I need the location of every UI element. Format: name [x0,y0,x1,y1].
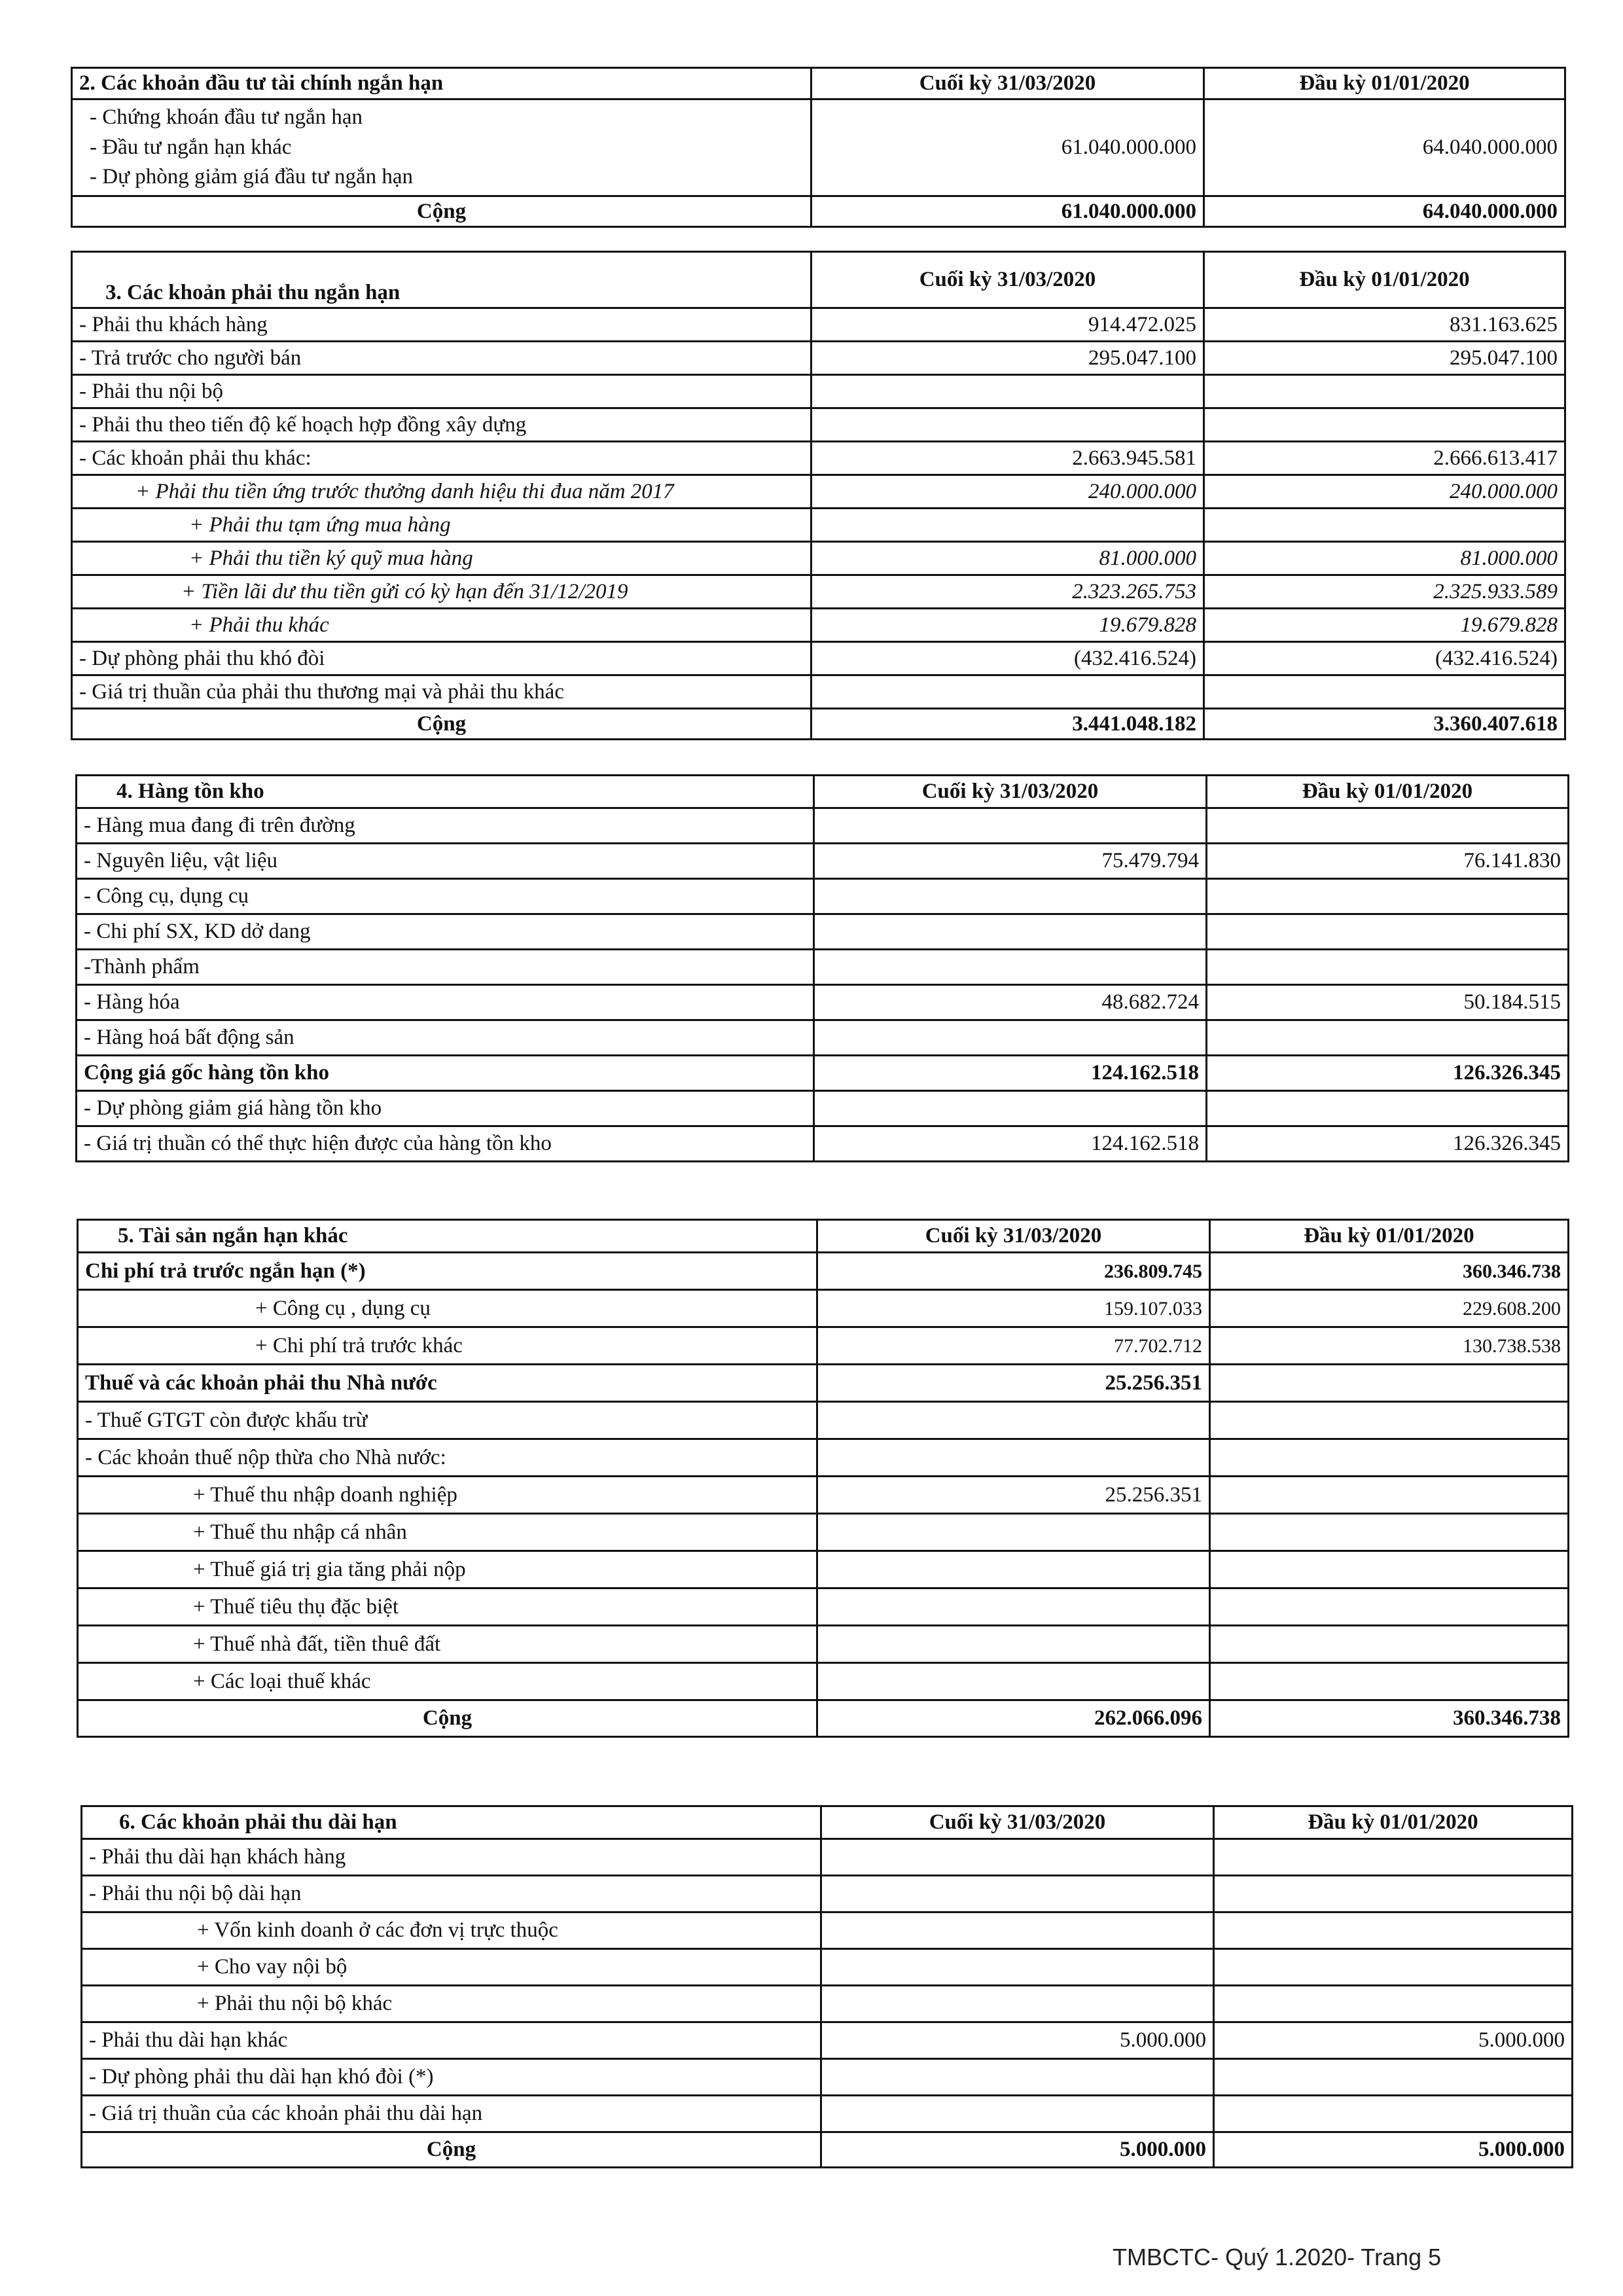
value-end [817,1588,1210,1626]
total-start: 64.040.000.000 [1204,196,1565,226]
value-start: 126.326.345 [1207,1126,1569,1162]
value-start [1210,1439,1569,1477]
value-start [1214,1839,1573,1876]
value-end [814,1091,1207,1126]
value-start: 2.325.933.589 [1204,575,1565,609]
value-start [1204,408,1565,442]
value-end: 61.040.000.000 [812,99,1204,196]
col-end-header: Cuối kỳ 31/03/2020 [814,776,1207,808]
row-label: - Hàng mua đang đi trên đường [77,808,814,844]
value-start: 240.000.000 [1204,475,1565,509]
row-label: + Thuế thu nhập cá nhân [78,1514,817,1551]
value-start: 5.000.000 [1214,2022,1573,2059]
value-end: 77.702.712 [817,1327,1210,1365]
row-label: - Hàng hoá bất động sản [77,1020,814,1056]
row-label: - Trả trước cho người bán [72,342,812,375]
row-label: + Phải thu tiền ký quỹ mua hàng [72,542,812,575]
value-end [814,1020,1207,1056]
value-start [1214,2096,1573,2132]
value-start [1210,1477,1569,1514]
value-end: 159.107.033 [817,1290,1210,1327]
table-title: 2. Các khoản đầu tư tài chính ngắn hạn [72,68,812,99]
value-end: 19.679.828 [812,609,1204,642]
value-start [1210,1588,1569,1626]
value-end [814,950,1207,985]
value-end: 25.256.351 [817,1365,1210,1402]
value-start [1207,950,1569,985]
value-end: 236.809.745 [817,1253,1210,1290]
row-label: + Phải thu tạm ứng mua hàng [72,509,812,542]
value-end [817,1439,1210,1477]
value-end: 124.162.518 [814,1126,1207,1162]
value-end: 124.162.518 [814,1056,1207,1091]
table-long-term-receivables [80,1805,1573,2168]
total-end: 262.066.096 [817,1700,1210,1737]
item-label: - Chứng khoán đầu tư ngắn hạn [90,105,363,129]
col-start-header: Đầu kỳ 01/01/2020 [1214,1806,1573,1839]
value-end: 25.256.351 [817,1477,1210,1514]
row-label: + Thuế nhà đất, tiền thuê đất [78,1626,817,1663]
col-start-header: Đầu kỳ 01/01/2020 [1204,252,1565,308]
total-start: 360.346.738 [1210,1700,1569,1737]
row-label: - Phải thu nội bộ dài hạn [82,1876,821,1912]
value-end: 5.000.000 [821,2022,1214,2059]
value-end [817,1402,1210,1439]
value-start [1210,1663,1569,1700]
row-label: + Chi phí trả trước khác [78,1327,817,1365]
row-label: + Thuế thu nhập doanh nghiệp [78,1477,817,1514]
total-label: Cộng [78,1700,817,1737]
col-end-header: Cuối kỳ 31/03/2020 [812,68,1204,99]
value-start [1207,808,1569,844]
value-end [817,1626,1210,1663]
value-end: 81.000.000 [812,542,1204,575]
row-label: + Phải thu tiền ứng trước thưởng danh hiệu thi đua năm 2017 [72,475,812,509]
total-start: 5.000.000 [1214,2132,1573,2168]
row-label: - Dự phòng phải thu khó đòi [72,642,812,675]
row-label: + Vốn kinh doanh ở các đơn vị trực thuộc [82,1912,821,1949]
value-start: 360.346.738 [1210,1253,1569,1290]
row-label: + Phải thu nội bộ khác [82,1986,821,2022]
col-end-header: Cuối kỳ 31/03/2020 [817,1220,1210,1253]
col-end-header: Cuối kỳ 31/03/2020 [821,1806,1214,1839]
value-start [1214,1949,1573,1986]
value-start [1204,675,1565,709]
value-end [821,2096,1214,2132]
row-label: - Hàng hóa [77,985,814,1020]
row-label: - Thuế GTGT còn được khấu trừ [78,1402,817,1439]
row-label: - Phải thu dài hạn khách hàng [82,1839,821,1876]
value-start [1207,879,1569,914]
row-label: - Nguyên liệu, vật liệu [77,844,814,879]
value-start [1214,1912,1573,1949]
value-end: 2.323.265.753 [812,575,1204,609]
value-end [812,509,1204,542]
value-start [1210,1626,1569,1663]
value-start: 130.738.538 [1210,1327,1569,1365]
row-label: + Công cụ , dụng cụ [78,1290,817,1327]
table-title: 3. Các khoản phải thu ngắn hạn [72,252,812,308]
value-end: 48.682.724 [814,985,1207,1020]
total-end: 61.040.000.000 [812,196,1204,226]
item-label: - Đầu tư ngắn hạn khác [90,135,292,159]
row-label: - Phải thu nội bộ [72,375,812,408]
value-end: 295.047.100 [812,342,1204,375]
table-other-short-term-assets [77,1219,1569,1738]
value-end [814,808,1207,844]
value-end [817,1514,1210,1551]
page-footer: TMBCTC- Quý 1.2020- Trang 5 [1113,2244,1442,2270]
value-start [1204,509,1565,542]
value-end [821,1876,1214,1912]
col-start-header: Đầu kỳ 01/01/2020 [1204,68,1565,99]
value-end [821,2059,1214,2096]
row-label: - Phải thu khách hàng [72,308,812,342]
col-start-header: Đầu kỳ 01/01/2020 [1207,776,1569,808]
value-end [821,1912,1214,1949]
table-title: 5. Tài sản ngắn hạn khác [78,1220,817,1253]
value-start: (432.416.524) [1204,642,1565,675]
value-start [1214,1986,1573,2022]
value-start: 831.163.625 [1204,308,1565,342]
value-end: 914.472.025 [812,308,1204,342]
value-end: (432.416.524) [812,642,1204,675]
row-label: - Phải thu dài hạn khác [82,2022,821,2059]
row-label: + Các loại thuế khác [78,1663,817,1700]
row-label: - Giá trị thuần có thể thực hiện được của hàng tồn kho [77,1126,814,1162]
row-label: + Cho vay nội bộ [82,1949,821,1986]
value-start [1210,1402,1569,1439]
value-end [821,1986,1214,2022]
value-start [1207,1020,1569,1056]
row-label: - Giá trị thuần của các khoản phải thu dài hạn [82,2096,821,2132]
row-label: - Các khoản phải thu khác: [72,442,812,475]
value-end [814,914,1207,950]
value-start [1210,1365,1569,1402]
value-start [1207,1091,1569,1126]
value-start [1214,1876,1573,1912]
total-end: 5.000.000 [821,2132,1214,2168]
total-start: 3.360.407.618 [1204,709,1565,740]
item-label: - Dự phòng giảm giá đầu tư ngắn hạn [90,165,414,189]
row-label: - Công cụ, dụng cụ [77,879,814,914]
row-label: + Thuế giá trị gia tăng phải nộp [78,1551,817,1588]
value-end [817,1663,1210,1700]
value-start: 2.666.613.417 [1204,442,1565,475]
row-label: - Giá trị thuần của phải thu thương mại và phải thu khác [72,675,812,709]
value-start: 81.000.000 [1204,542,1565,575]
row-label: Cộng giá gốc hàng tồn kho [77,1056,814,1091]
value-start: 126.326.345 [1207,1056,1569,1091]
value-start [1204,375,1565,408]
item-list [72,99,812,196]
value-start [1210,1514,1569,1551]
value-start [1207,914,1569,950]
value-end [812,675,1204,709]
value-end: 240.000.000 [812,475,1204,509]
row-label: + Tiền lãi dư thu tiền gửi có kỳ hạn đến 31/12/2019 [72,575,812,609]
value-start: 295.047.100 [1204,342,1565,375]
row-label: - Chi phí SX, KD dở dang [77,914,814,950]
value-end [817,1551,1210,1588]
table-inventory [75,774,1569,1162]
table-title: 6. Các khoản phải thu dài hạn [82,1806,821,1839]
table-title: 4. Hàng tồn kho [77,776,814,808]
value-start: 76.141.830 [1207,844,1569,879]
col-end-header: Cuối kỳ 31/03/2020 [812,252,1204,308]
value-start [1214,2059,1573,2096]
row-label: -Thành phẩm [77,950,814,985]
row-label: Chi phí trả trước ngắn hạn (*) [78,1253,817,1290]
value-start [1210,1551,1569,1588]
total-label: Cộng [72,709,812,740]
total-end: 3.441.048.182 [812,709,1204,740]
table-short-term-investments [71,67,1566,228]
value-end: 2.663.945.581 [812,442,1204,475]
value-end [821,1839,1214,1876]
value-end [814,879,1207,914]
value-end: 75.479.794 [814,844,1207,879]
total-label: Cộng [72,196,812,226]
value-end [812,408,1204,442]
value-start: 50.184.515 [1207,985,1569,1020]
row-label: - Phải thu theo tiến độ kế hoạch hợp đồng xây dựng [72,408,812,442]
row-label: - Dự phòng phải thu dài hạn khó đòi (*) [82,2059,821,2096]
value-start: 19.679.828 [1204,609,1565,642]
col-start-header: Đầu kỳ 01/01/2020 [1210,1220,1569,1253]
value-end [821,1949,1214,1986]
row-label: - Các khoản thuế nộp thừa cho Nhà nước: [78,1439,817,1477]
value-end [812,375,1204,408]
value-start: 229.608.200 [1210,1290,1569,1327]
row-label: - Dự phòng giảm giá hàng tồn kho [77,1091,814,1126]
value-start: 64.040.000.000 [1204,99,1565,196]
table-short-term-receivables [71,251,1566,740]
total-label: Cộng [82,2132,821,2168]
row-label: + Phải thu khác [72,609,812,642]
row-label: Thuế và các khoản phải thu Nhà nước [78,1365,817,1402]
row-label: + Thuế tiêu thụ đặc biệt [78,1588,817,1626]
